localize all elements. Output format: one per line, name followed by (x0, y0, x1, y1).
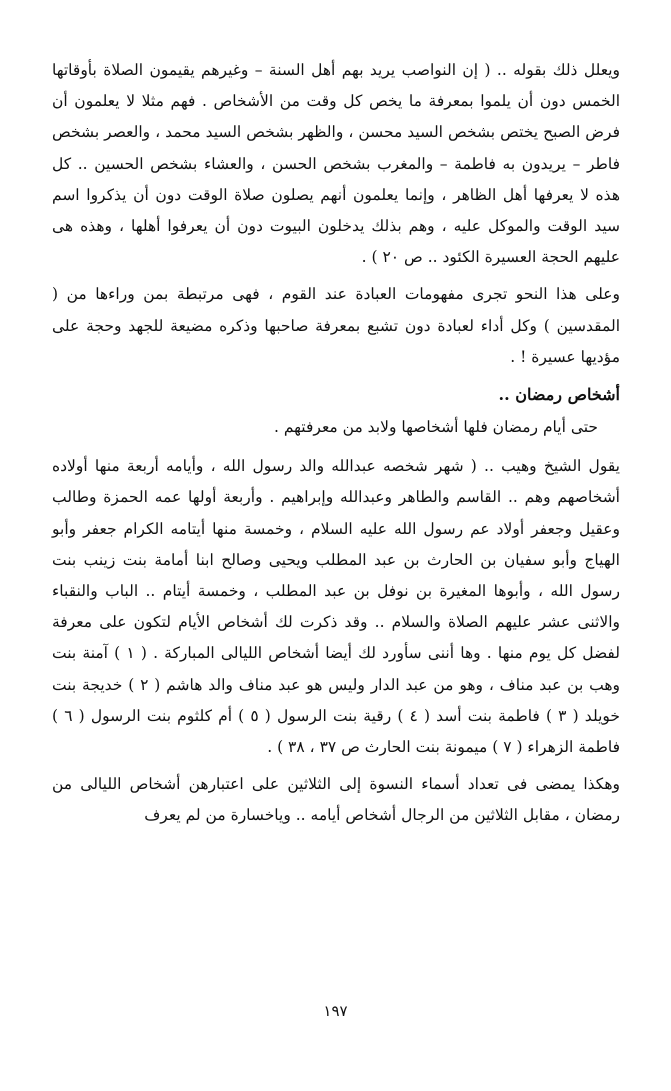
section-heading: أشخاص رمضان .. (498, 385, 620, 405)
document-page (52, 55, 620, 832)
paragraph-nawasib: ويعلل ذلك بقوله .. ( إن النواصب يريد بهم أهل السنة – وغيرهم يقيمون الصلاة بأوقاتها الخمس دون أن يلموا بمعرفة ما يخص كل وقت من الأشخاص . فهم مثلا لا يعلمون أن فرض الصبح يختص بشخص السيد محسن ، والظهر بشخص السيد محمد ، والعصر بشخص فاطر – يريدون به فاطمة – والمغرب بشخص الحسن ، والعشاء بشخص الحسين .. كل هذه لا يعرفها أهل الظاهر ، وإنما يعلمون أنهم يصلون صلاة الوقت دون أن يذكروا اسم سيد الوقت والموكل عليه ، وهم بذلك يدخلون البيوت دون أن يعرفوا أهلها ، وهذه هى عليهم الحجة العسيرة الكئود .. ص ٢٠ ) . (52, 61, 620, 267)
paragraph-sheikh-wahib: يقول الشيخ وهيب .. ( شهر شخصه عبدالله والد رسول الله ، وأيامه أربعة منها أولاده أشخاصهم وهم .. القاسم والطاهر وعبدالله وإبراهيم . وأربعة أولها عمه الحمزة وطالب وعقيل وجعفر أولاد عم رسول الله عليه السلام ، وخمسة منها أيتامه الكرام جعفر وأبو الهياج وأبو سفيان بن الحارث بن عبد المطلب ويحيى وصالح ابنا أمامة بنت زينب بنت رسول الله ، وأبوها المغيرة بن نوفل بن عبد المطلب ، وخمسة أيتام .. الباب والنقباء والاثنى عشر عليهم الصلاة والسلام .. وقد ذكرت لك أشخاص الأيام لتكون على معرفة لفضل كل يوم منها . وها أننى سأورد لك أيضا أشخاص الليالى المباركة . ( ١ ) آمنة بنت وهب بن عبد مناف ، وهو من عبد الدار وليس هو عبد مناف والد هاشم ( ٢ ) خديجة بنت خويلد ( ٣ ) فاطمة بنت أسد ( ٤ ) رقية بنت الرسول ( ٥ ) أم كلثوم بنت الرسول ( ٦ ) فاطمة الزهراء ( ٧ ) ميمونة بنت الحارث ص ٣٧ ، ٣٨ ) . (52, 457, 620, 757)
paragraph-worship-concepts: وعلى هذا النحو تجرى مفهومات العبادة عند القوم ، فهى مرتبطة بمن وراءها من ( المقدسين ) وكل أداء لعبادة دون تشبع بمعرفة صاحبها وذكره مضيعة للجهد وحجة على مؤديها عسيرة ! . (52, 285, 620, 366)
paragraph-women-list: وهكذا يمضى فى تعداد أسماء النسوة إلى الثلاثين على اعتبارهن أشخاص الليالى من رمضان ، مقابل الثلاثين من الرجال أشخاص أيامه .. وياخسارة من لم يعرف (52, 775, 620, 825)
lead-sentence: حتى أيام رمضان فلها أشخاصها ولابد من معرفتهم . (273, 418, 598, 437)
page-number: ١٩٧ (323, 1002, 348, 1020)
